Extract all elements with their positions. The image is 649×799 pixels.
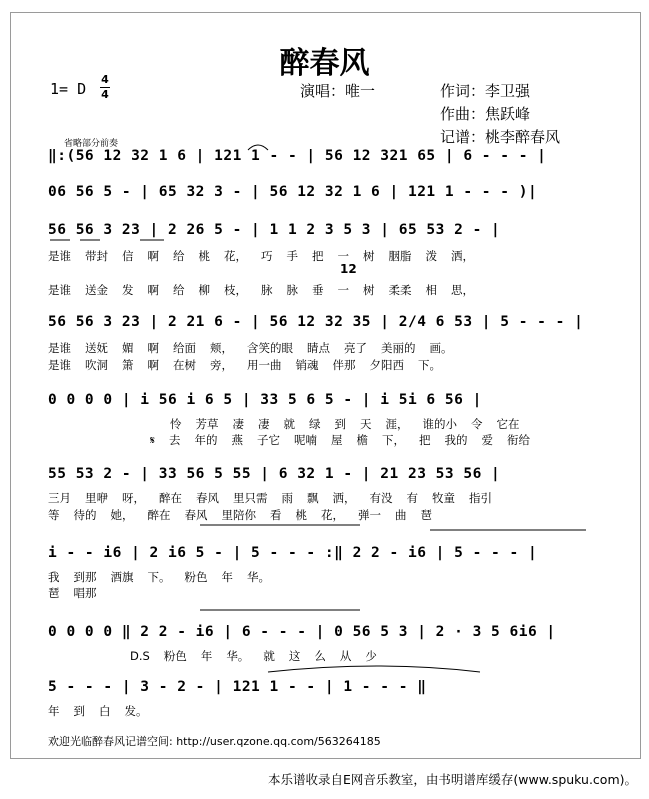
volta-line bbox=[200, 525, 586, 530]
lyric-syllable: 睛点 bbox=[307, 341, 330, 355]
lyric-syllable: 脉 bbox=[286, 283, 298, 297]
composer-credit: 作曲：焦跃峰 bbox=[440, 105, 531, 123]
staff-line-5: 0 0 0 0 | i 56 i 6 5 | 33 5 6 5 - | i 5i 6 56 | bbox=[48, 392, 482, 408]
lyric-syllable: 我的 bbox=[444, 433, 468, 447]
lyric-syllable: 绿 bbox=[309, 417, 321, 431]
lyric-syllable: 颊， bbox=[210, 341, 233, 355]
alt-notes-12: 12 bbox=[340, 262, 357, 276]
lyric-syllable: 就 bbox=[263, 649, 275, 663]
lyric-syllable: 年的 bbox=[194, 433, 218, 447]
lyric-syllable: 信 bbox=[122, 249, 134, 263]
lyric-syllable: 啊 bbox=[147, 341, 159, 355]
lyric-syllable: 美丽的 bbox=[381, 341, 416, 355]
lyric-syllable: 天 bbox=[360, 417, 372, 431]
lyric-syllable: 销魂 bbox=[295, 358, 319, 372]
lyric-syllable: 凄 bbox=[258, 417, 270, 431]
lyric-syllable: 是谁 bbox=[48, 249, 71, 263]
lyric-syllable: 牧童 bbox=[432, 491, 455, 505]
lyric-syllable: 下， bbox=[381, 433, 405, 447]
lyric-syllable: 枝， bbox=[224, 283, 247, 297]
lyric-syllable: 醉在 bbox=[159, 491, 182, 505]
lyric-syllable: 垂 bbox=[312, 283, 324, 297]
lyric-syllable: 里只需 bbox=[233, 491, 268, 505]
lyric-syllable: 到那 bbox=[73, 570, 97, 584]
lyric-syllable: 年 bbox=[48, 704, 60, 718]
lyric-syllable: 琶 bbox=[48, 586, 60, 600]
lyric-syllable: 檐 bbox=[356, 433, 368, 447]
lyric-syllable: 少 bbox=[365, 649, 377, 663]
lyric-syllable: 到 bbox=[73, 704, 85, 718]
lyric-syllable: 泼 bbox=[425, 249, 437, 263]
lyric-syllable: 白 bbox=[99, 704, 111, 718]
staff-line-1: ‖:(56 12 32 1 6 | 121 1 - - | 56 12 321 65 | 6 - - - | bbox=[48, 148, 547, 164]
lyric-syllable: 发。 bbox=[124, 704, 148, 718]
song-title: 醉春风 bbox=[279, 46, 370, 81]
lyric-syllable: 手 bbox=[286, 249, 298, 263]
lyric-syllable: 洒， bbox=[332, 491, 356, 505]
lyric-syllable: 柳 bbox=[198, 283, 210, 297]
lyric-syllable: 给 bbox=[173, 283, 185, 297]
lyric-syllable: 下。 bbox=[418, 358, 441, 372]
lyric-syllable: 胭脂 bbox=[388, 249, 412, 263]
lyric-syllable: 去 bbox=[168, 433, 181, 447]
lyric-syllable: 从 bbox=[339, 649, 352, 663]
lyric-syllable: 到 bbox=[334, 417, 346, 431]
lyric-syllable: 洒， bbox=[451, 249, 474, 263]
staff-line-3: 56 56 3 23 | 2 26 5 - | 1 1 2 3 5 3 | 65 53 2 - | bbox=[48, 222, 501, 238]
lyric-syllable: 给面 bbox=[173, 341, 196, 355]
lyric-syllable: 衔给 bbox=[506, 433, 530, 447]
lyric-syllable: 啊 bbox=[147, 358, 159, 372]
lyric-syllable: 涯， bbox=[385, 417, 409, 431]
omitted-intro-note: 省略部分前奏 bbox=[64, 139, 119, 149]
lyric-syllable: 粉色 bbox=[184, 570, 208, 584]
lyric-syllable: 弹一 bbox=[358, 508, 381, 522]
lyric-syllable: 亮了 bbox=[344, 341, 367, 355]
lyric-syllable: D.S bbox=[130, 649, 150, 663]
lyric-syllable: 里陪你 bbox=[221, 508, 256, 522]
lyric-syllable: 是谁 bbox=[48, 358, 71, 372]
lyric-syllable: 爱 bbox=[481, 433, 493, 447]
slur-1 bbox=[248, 145, 268, 150]
lyric-syllable: 柔柔 bbox=[388, 283, 412, 297]
singer-credit: 演唱：唯一 bbox=[300, 82, 376, 100]
lyric-syllable: 旁， bbox=[210, 358, 233, 372]
lyric-syllable: 把 bbox=[418, 433, 431, 447]
transcriber-credit: 记谱：桃李醉春风 bbox=[440, 128, 561, 146]
lyric-syllable: 思， bbox=[451, 283, 474, 297]
lyric-syllable: 飘 bbox=[307, 491, 319, 505]
lyric-syllable: 华。 bbox=[226, 649, 250, 663]
lyric-syllable: 树 bbox=[363, 249, 375, 263]
lyric-syllable: 有 bbox=[406, 491, 418, 505]
lyric-syllable: 呢喃 bbox=[293, 433, 317, 447]
lyric-syllable: 箫 bbox=[122, 358, 134, 372]
lyric-syllable: 凄 bbox=[232, 417, 244, 431]
lyric-syllable: 桃 bbox=[198, 249, 210, 263]
lyric-syllable: 我 bbox=[48, 570, 60, 584]
lyric-syllable: 花， bbox=[224, 249, 247, 263]
lyricist-credit: 作词：李卫强 bbox=[440, 82, 531, 100]
lyric-syllable: 夕阳西 bbox=[369, 358, 404, 372]
lyric-syllable: 是谁 bbox=[48, 283, 71, 297]
lyric-syllable: 媚 bbox=[122, 341, 134, 355]
lyric-syllable: 等 bbox=[48, 508, 60, 522]
staff-line-4: 56 56 3 23 | 2 21 6 - | 56 12 32 35 | 2/4 6 53 | 5 - - - | bbox=[48, 314, 584, 330]
lyric-syllable: 花， bbox=[321, 508, 344, 522]
lyric-syllable: 醉在 bbox=[147, 508, 171, 522]
staff-line-8: 0 0 0 0 ‖ 2 2 - i6 | 6 - - - | 0 56 5 3 | 2 · 3 5 6i6 | bbox=[48, 624, 556, 640]
lyric-syllable: 呀， bbox=[122, 491, 145, 505]
lyric-syllable: 待的 bbox=[73, 508, 97, 522]
lyric-syllable: 粉色 bbox=[163, 649, 187, 663]
lyric-syllable: 送金 bbox=[85, 283, 108, 297]
lyric-syllable: 画。 bbox=[429, 341, 453, 355]
lyric-syllable: 啊 bbox=[147, 283, 159, 297]
visit-notice: 欢迎光临醉春风记谱空间: http://user.qzone.qq.com/563264185 bbox=[48, 735, 381, 748]
lyric-syllable: 里咿 bbox=[85, 491, 108, 505]
lyric-syllable: 下。 bbox=[147, 570, 171, 584]
lyric-syllable: 𝄋 bbox=[150, 433, 155, 447]
lyric-syllable: 用一曲 bbox=[247, 358, 282, 372]
lyric-syllable: 带封 bbox=[85, 249, 108, 263]
lyric-syllable: 桃 bbox=[295, 508, 307, 522]
lyric-syllable: 它在 bbox=[496, 417, 520, 431]
lyric-syllable: 把 bbox=[312, 249, 324, 263]
lyric-syllable: 年 bbox=[221, 570, 233, 584]
key-signature: 1= D bbox=[50, 80, 87, 98]
lyric-syllable: 在树 bbox=[173, 358, 196, 372]
lyric-syllable: 一 bbox=[337, 249, 349, 263]
lyric-syllable: 是谁 bbox=[48, 341, 71, 355]
lyric-syllable: 相 bbox=[425, 283, 437, 297]
lyric-syllable: 三月 bbox=[48, 491, 71, 505]
staff-line-2: 06 56 5 - | 65 32 3 - | 56 12 32 1 6 | 121 1 - - - )| bbox=[48, 184, 538, 200]
lyric-syllable: 啊 bbox=[147, 249, 159, 263]
tie-9 bbox=[268, 666, 480, 672]
staff-line-7: i - - i6 | 2 i6 5 - | 5 - - - :‖ 2 2 - i6 | 5 - - - | bbox=[48, 545, 538, 561]
lyric-syllable: 芳草 bbox=[195, 417, 219, 431]
staff-line-6: 55 53 2 - | 33 56 5 55 | 6 32 1 - | 21 23 53 56 | bbox=[48, 466, 501, 482]
lyric-syllable: 含笑的眼 bbox=[247, 341, 293, 355]
staff-line-9: 5 - - - | 3 - 2 - | 121 1 - - | 1 - - - ‖ bbox=[48, 679, 427, 695]
lyric-syllable: 伴那 bbox=[332, 358, 356, 372]
lyric-syllable: 曲 bbox=[395, 508, 407, 522]
lyric-syllable: 令 bbox=[471, 417, 483, 431]
lyric-syllable: 屋 bbox=[330, 433, 343, 447]
lyric-syllable: 给 bbox=[173, 249, 185, 263]
time-denominator: 4 bbox=[101, 88, 109, 101]
lyric-syllable: 谁的小 bbox=[422, 417, 457, 431]
lyric-syllable: 春风 bbox=[184, 508, 208, 522]
lyric-syllable: 这 bbox=[288, 649, 301, 663]
lyric-syllable: 巧 bbox=[261, 249, 273, 263]
lyric-syllable: 脉 bbox=[261, 283, 273, 297]
lyric-syllable: 吹洞 bbox=[85, 358, 108, 372]
lyric-syllable: 年 bbox=[200, 649, 213, 663]
lyric-syllable: 子它 bbox=[256, 433, 280, 447]
lyric-syllable: 怜 bbox=[170, 417, 182, 431]
source-notice: 本乐谱收录自E网音乐教室，由书明谱库缓存(www.spuku.com)。 bbox=[268, 772, 637, 787]
lyric-syllable: 有没 bbox=[369, 491, 393, 505]
lyric-syllable: 发 bbox=[122, 283, 134, 297]
lyric-syllable: 雨 bbox=[281, 491, 293, 505]
lyric-syllable: 琶 bbox=[420, 508, 432, 522]
lyric-syllable: 唱那 bbox=[73, 586, 97, 600]
lyric-syllable: 就 bbox=[283, 417, 295, 431]
lyric-syllable: 酒旗 bbox=[110, 570, 134, 584]
lyric-syllable: 树 bbox=[363, 283, 375, 297]
lyric-syllable: 么 bbox=[314, 649, 326, 663]
lyric-syllable: 送妩 bbox=[85, 341, 108, 355]
lyric-syllable: 一 bbox=[337, 283, 349, 297]
lyric-syllable: 她， bbox=[110, 508, 134, 522]
lyric-syllable: 春风 bbox=[196, 491, 219, 505]
time-numerator: 4 bbox=[101, 73, 109, 86]
lyric-syllable: 燕 bbox=[231, 433, 243, 447]
lyric-syllable: 指引 bbox=[469, 491, 492, 505]
lyric-syllable: 华。 bbox=[247, 570, 270, 584]
lyric-syllable: 看 bbox=[270, 508, 282, 522]
